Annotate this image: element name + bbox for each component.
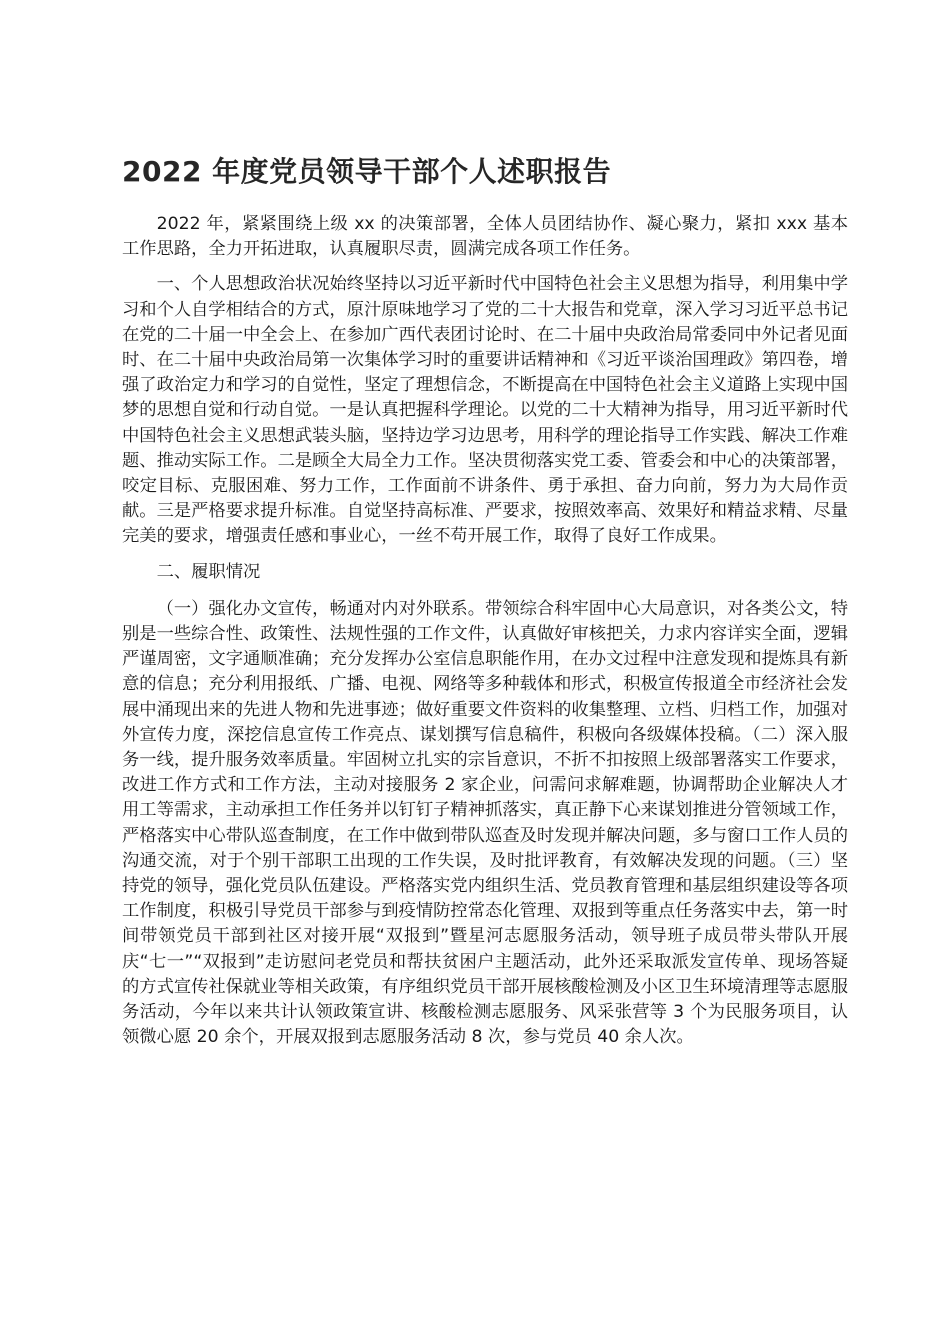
section-one-paragraph: 一、个人思想政治状况始终坚持以习近平新时代中国特色社会主义思想为指导，利用集中学习和个人自学相结合的方式，原汁原味地学习了党的二十大报告和党章，深入学习习近平总书记在党的二十届一中全会上、在参加广西代表团讨论时、在二十届中央政治局常委同中外记者见面时、在二十届中央政治局第一次集体学习时的重要讲话精神和《习近平谈治国理政》第四卷，增强了政治定力和学习的自觉性，坚定了理想信念，不断提高在中国特色社会主义道路上实现中国梦的思想自觉和行动自觉。一是认真把握科学理论。以党的二十大精神为指导，用习近平新时代中国特色社会主义思想武装头脑，坚持边学习边思考，用科学的理论指导工作实践、解决工作难题、推动实际工作。二是顾全大局全力工作。坚决贯彻落实党工委、管委会和中心的决策部署，咬定目标、克服困难、努力工作，工作面前不讲条件、勇于承担、奋力向前，努力为大局作贡献。三是严格要求提升标准。自觉坚持高标准、严要求，按照效率高、效果好和精益求精、尽量完美的要求，增强责任感和事业心，一丝不苟开展工作，取得了良好工作成果。 bbox=[122, 274, 848, 547]
document-page bbox=[122, 150, 848, 1061]
intro-paragraph: 2022 年，紧紧围绕上级 xx 的决策部署，全体人员团结协作、凝心聚力，紧扣 xxx 基本工作思路，全力开拓进取，认真履职尽责，圆满完成各项工作任务。 bbox=[122, 214, 848, 260]
section-two-heading: 二、履职情况 bbox=[156, 561, 261, 582]
document-title: 2022 年度党员领导干部个人述职报告 bbox=[122, 155, 612, 188]
section-two-paragraph: （一）强化办文宣传，畅通对内对外联系。带领综合科牢固中心大局意识，对各类公文，特别是一些综合性、政策性、法规性强的工作文件，认真做好审核把关，力求内容详实全面，逻辑严谨周密，文字通顺准确；充分发挥办公室信息职能作用，在办文过程中注意发现和提炼具有新意的信息；充分利用报纸、广播、电视、网络等多种载体和形式，积极宣传报道全市经济社会发展中涌现出来的先进人物和先进事迹；做好重要文件资料的收集整理、立档、归档工作，加强对外宣传力度，深挖信息宣传工作亮点、谋划撰写信息稿件，积极向各级媒体投稿。（二）深入服务一线，提升服务效率质量。牢固树立扎实的宗旨意识，不折不扣按照上级部署落实工作要求，改进工作方式和工作方法，主动对接服务 2 家企业，问需问求解难题，协调帮助企业解决人才用工等需求，主动承担工作任务并以钉钉子精神抓落实，真正静下心来谋划推进分管领域工作，严格落实中心带队巡查制度，在工作中做到带队巡查及时发现并解决问题，多与窗口工作人员的沟通交流，对于个别干部职工出现的工作失误，及时批评教育，有效解决发现的问题。（三）坚持党的领导，强化党员队伍建设。严格落实党内组织生活、党员教育管理和基层组织建设等各项工作制度，积极引导党员干部参与到疫情防控常态化管理、双报到等重点任务落实中去，第一时间带领党员干部到社区对接开展“双报到”暨星河志愿服务活动，领导班子成员带头带队开展庆“七一”“双报到”走访慰问老党员和帮扶贫困户主题活动，此外还采取派发宣传单、现场答疑的方式宣传社保就业等相关政策，有序组织党员干部开展核酸检测及小区卫生环境清理等志愿服务活动，今年以来共计认领政策宣讲、核酸检测志愿服务、风采张营等 3 个为民服务项目，认领微心愿 20 余个，开展双报到志愿服务活动 8 次，参与党员 40 余人次。 bbox=[122, 598, 848, 1048]
